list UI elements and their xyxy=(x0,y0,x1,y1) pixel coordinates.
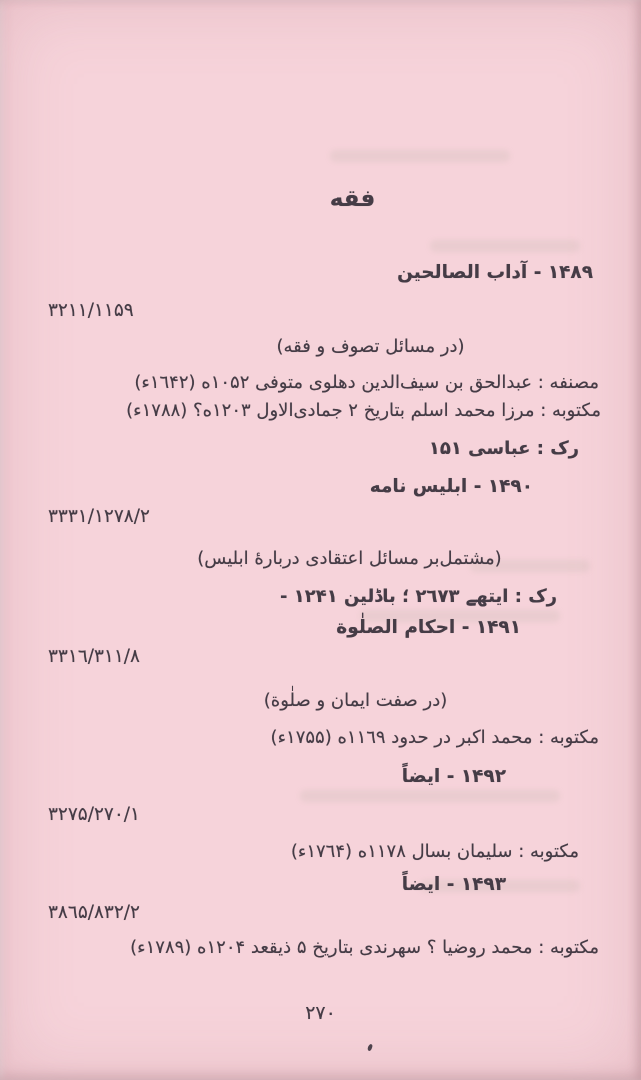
entry-1491-subject: (در صفت ایمان و صلٰوة) xyxy=(263,690,448,711)
page-number: ۲۷۰ xyxy=(305,1002,336,1024)
entry-1492-heading: ۱۴۹۲ - ایضاً xyxy=(401,766,506,787)
entry-1489-subject: (در مسائل تصوف و فقه) xyxy=(276,336,465,357)
ink-spot xyxy=(367,1044,373,1052)
entry-1492-scribe-line: مکتوبه : سلیمان بسال ۱۱۷۸ه (۱۷٦۴ء) xyxy=(290,841,579,862)
bleed-through-mark xyxy=(300,790,560,802)
entry-1490-shelf-number: ۳۳۳۱/۱۲۷۸/۲ xyxy=(48,506,150,527)
entry-1489-author-line: مصنفه : عبدالحق بن سیف‌الدین دهلوی متوفی ۱۰۵۲ه (۱٦۴۲ء) xyxy=(134,372,599,393)
bleed-through-mark xyxy=(330,150,510,162)
entry-1491-heading: ۱۴۹۱ - احکام الصلٰوة xyxy=(336,617,521,638)
section-title: فقه xyxy=(329,186,376,212)
entry-1493-shelf-number: ۳۸٦۵/۸۳۲/۲ xyxy=(48,902,140,923)
entry-1491-scribe-line: مکتوبه : محمد اکبر در حدود ۱۱٦۹ه (۱۷۵۵ء) xyxy=(270,727,599,748)
entry-1493-scribe-line: مکتوبه : محمد روضیا ؟ سهرندی بتاریخ ۵ ذیقعد ۱۲۰۴ه (۱۷۸۹ء) xyxy=(130,937,599,958)
entry-1491-shelf-number: ۳۳۱٦/۳۱۱/۸ xyxy=(48,646,140,667)
entry-1490-reference: رک : ایتھے ۲٦۷۳ ؛ باڈلین ۱۲۴۱ - xyxy=(280,586,557,607)
entry-1489-heading: ۱۴۸۹ - آداب الصالحین xyxy=(397,262,593,283)
entry-1493-heading: ۱۴۹۳ - ایضاً xyxy=(401,874,506,895)
entry-1492-shelf-number: ۳۲۷۵/۲۷۰/۱ xyxy=(48,804,140,825)
bleed-through-mark xyxy=(430,240,580,252)
entry-1490-heading: ۱۴۹۰ - ابلیس نامه xyxy=(369,476,533,497)
entry-1489-scribe-line: مکتوبه : مرزا محمد اسلم بتاریخ ۲ جمادی‌الاول ۱۲۰۳ه؟ (۱۷۸۸ء) xyxy=(126,400,601,421)
entry-1489-reference: رک : عباسی ۱۵۱ xyxy=(428,438,579,459)
entry-1490-subject: (مشتمل‌بر مسائل اعتقادی دربارۀ ابلیس) xyxy=(197,548,502,569)
entry-1489-shelf-number: ۳۲۱۱/۱۱۵۹ xyxy=(48,300,134,321)
